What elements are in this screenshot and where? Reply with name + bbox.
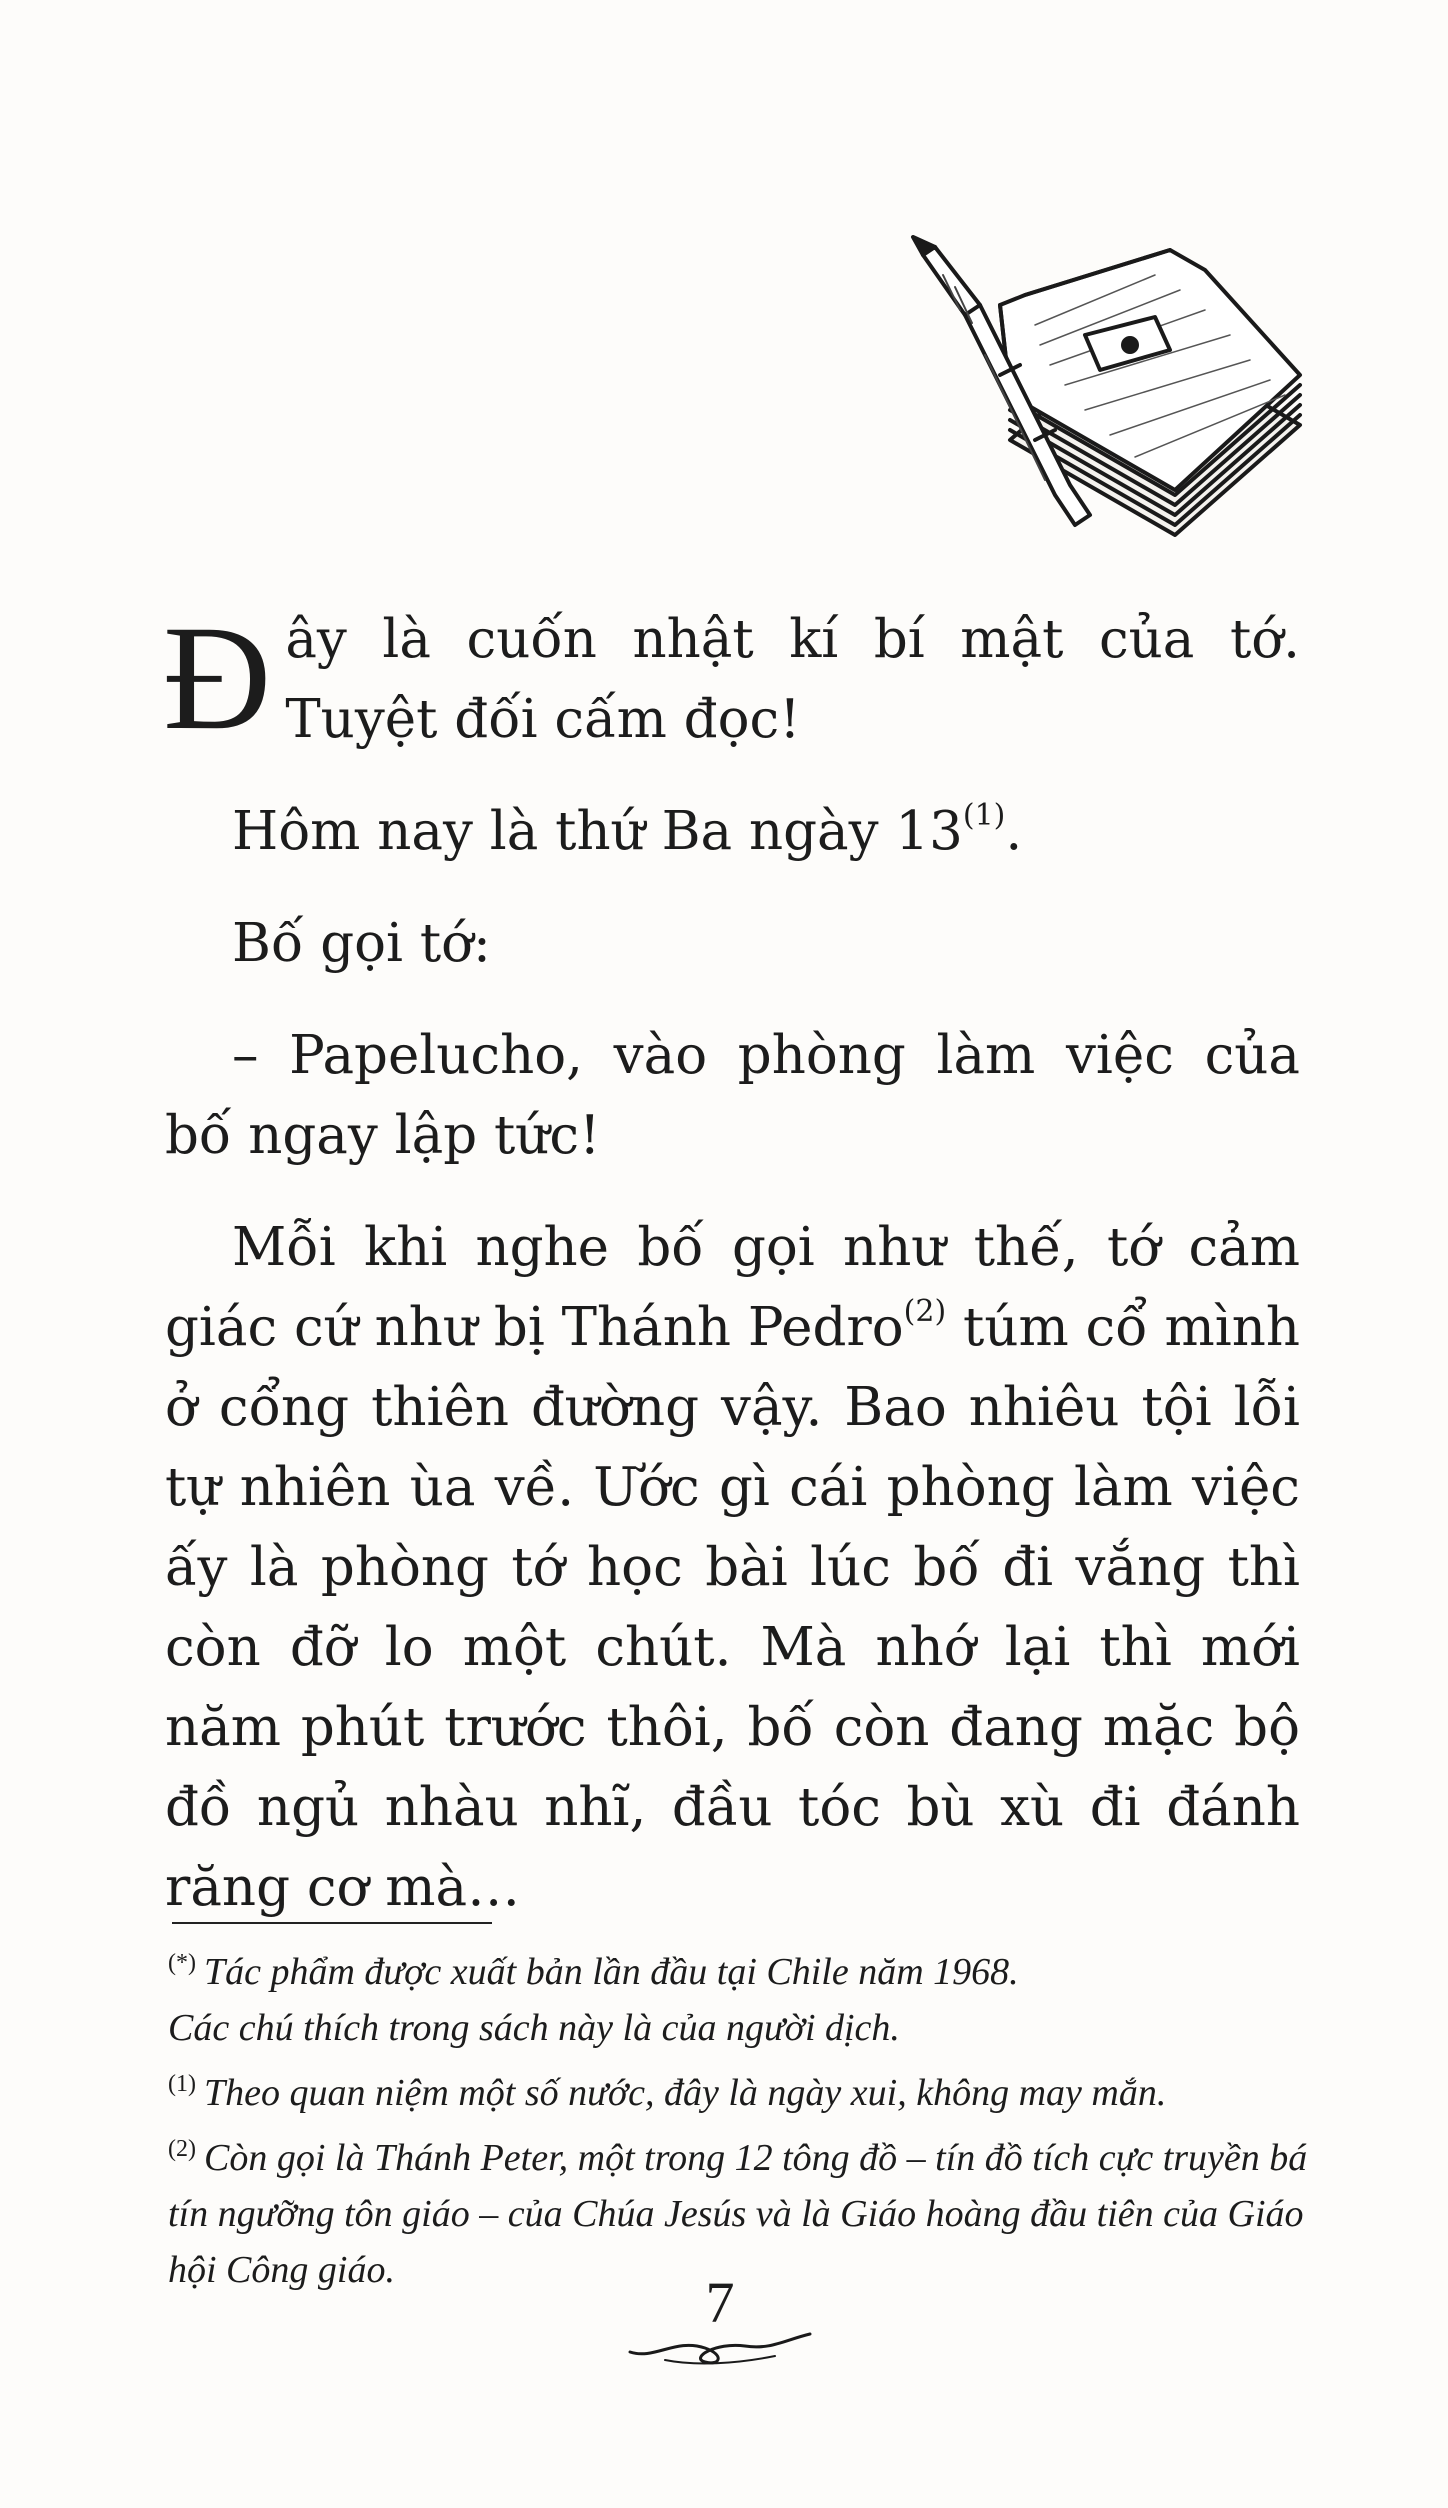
footnote-text: Tác phẩm được xuất bản lần đầu tại Chile năm 1968. xyxy=(203,1951,1019,1993)
paragraph-1-text: ây là cuốn nhật kí bí mật của tớ. Tuyệt đối cấm đọc! xyxy=(285,609,1300,750)
paragraph-2-end: . xyxy=(1005,801,1023,862)
footnote-mark: (1) xyxy=(168,2071,196,2097)
drop-cap: Đ xyxy=(163,595,272,761)
flourish-ornament-icon xyxy=(625,2330,815,2370)
footnote-mark: (*) xyxy=(168,1950,196,1976)
body-text xyxy=(163,595,1300,1928)
footnote-ref-1[interactable]: (1) xyxy=(962,798,1006,833)
paragraph-5-text-a: Mỗi khi nghe bố gọi như thế, tớ cảm giác cứ như bị Thánh Pedro xyxy=(165,1217,1300,1358)
paragraph-4: – Papelucho, vào phòng làm việc của bố ngay lập tức! xyxy=(165,1025,1300,1166)
diary-with-pen-icon xyxy=(905,235,1335,555)
footnote-1 xyxy=(168,2056,1318,2121)
footnote-ref-2[interactable]: (2) xyxy=(903,1294,947,1329)
paragraph-5 xyxy=(165,1208,1300,1928)
paragraph-5-text-b: túm cổ mình ở cổng thiên đường vậy. Bao nhiêu tội lỗi tự nhiên ùa về. Ước gì cái phòng làm việc ấy là phòng tớ học bài lúc bố đi vắng thì còn đỡ lo một chút. Mà nhớ lại thì mới năm phút trước thôi, bố còn đang mặc bộ đồ ngủ nhàu nhĩ, đầu tóc bù xù đi đánh răng cơ mà… xyxy=(165,1297,1300,1918)
page-number: 7 xyxy=(705,2270,735,2335)
footnote-text: Còn gọi là Thánh Peter, một trong 12 tông đồ – tín đồ tích cực truyền bá tín ngưỡng tôn giáo – của Chúa Jesús và là Giáo hoàng đầu tiên của Giáo hội Công giáo. xyxy=(168,2137,1308,2291)
paragraph-1 xyxy=(163,595,1300,761)
footnote-star xyxy=(168,1935,1318,2000)
footnote-text: Theo quan niệm một số nước, đây là ngày xui, không may mắn. xyxy=(203,2072,1167,2114)
footnotes xyxy=(168,1935,1318,2298)
paragraph-2 xyxy=(165,792,1300,872)
footnote-mark: (2) xyxy=(168,2136,196,2162)
paragraph-3: Bố gọi tớ: xyxy=(232,913,491,974)
paragraph-2-text: Hôm nay là thứ Ba ngày 13 xyxy=(232,801,963,862)
footnote-divider xyxy=(172,1922,492,1924)
footnote-star-continued: Các chú thích trong sách này là của người dịch. xyxy=(168,2007,900,2049)
